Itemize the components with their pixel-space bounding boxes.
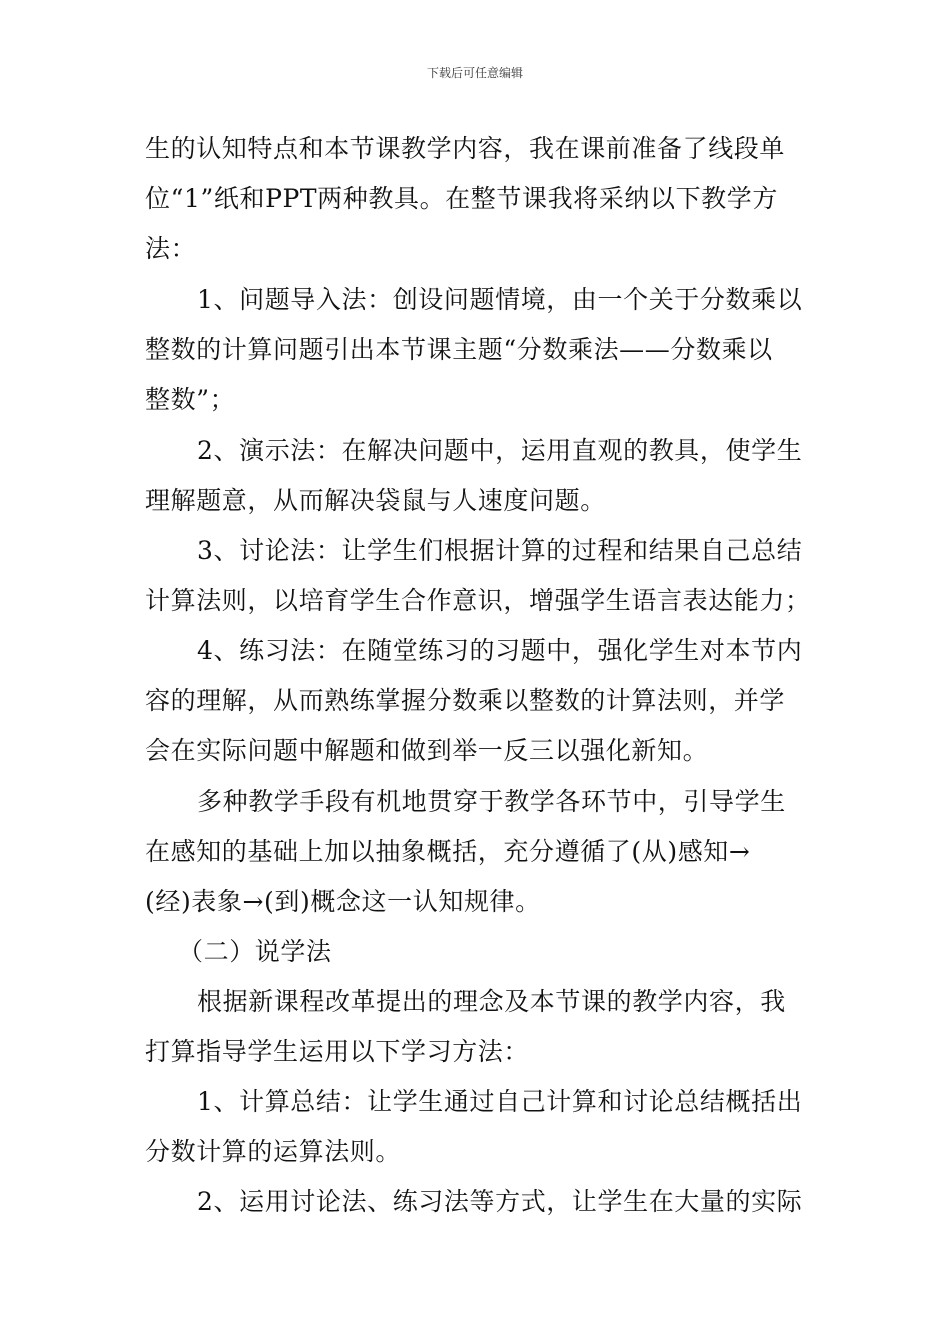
text-line-2: 位“1”纸和PPT两种教具。在整节课我将采纳以下教学方 [145,184,778,213]
text-line-8: 理解题意，从而解决袋鼠与人速度问题。 [145,486,606,515]
text-line-22: 2、运用讨论法、练习法等方式，让学生在大量的实际 [197,1187,803,1216]
text-line-10: 计算法则，以培育学生合作意识，增强学生语言表达能力； [145,586,811,615]
text-line-4: 1、问题导入法：创设问题情境，由一个关于分数乘以 [197,285,803,314]
page-header-note: 下载后可任意编辑 [426,66,523,80]
text-line-19: 打算指导学生运用以下学习方法： [145,1037,530,1066]
text-line-16: (经)表象→(到)概念这一认知规律。 [145,887,541,916]
text-line-6: 整数”； [145,385,236,414]
text-line-14: 多种教学手段有机地贯穿于教学各环节中，引导学生 [197,787,786,816]
text-line-18: 根据新课程改革提出的理念及本节课的教学内容，我 [197,987,786,1016]
section-heading: （二）说学法 [178,937,332,966]
text-line-1: 生的认知特点和本节课教学内容，我在课前准备了线段单 [145,134,786,163]
text-line-5: 整数的计算问题引出本节课主题“分数乘法——分数乘以 [145,335,773,364]
text-line-15: 在感知的基础上加以抽象概括，充分遵循了(从)感知→ [145,837,751,866]
text-line-9: 3、讨论法：让学生们根据计算的过程和结果自己总结 [197,536,803,565]
text-line-11: 4、练习法：在随堂练习的习题中，强化学生对本节内 [197,636,803,665]
text-line-20: 1、计算总结：让学生通过自己计算和讨论总结概括出 [197,1087,803,1116]
text-line-21: 分数计算的运算法则。 [145,1137,402,1166]
text-line-7: 2、演示法：在解决问题中，运用直观的教具，使学生 [197,436,803,465]
text-line-12: 容的理解，从而熟练掌握分数乘以整数的计算法则，并学 [145,686,786,715]
text-line-3: 法： [145,234,197,263]
text-line-13: 会在实际问题中解题和做到举一反三以强化新知。 [145,736,709,765]
